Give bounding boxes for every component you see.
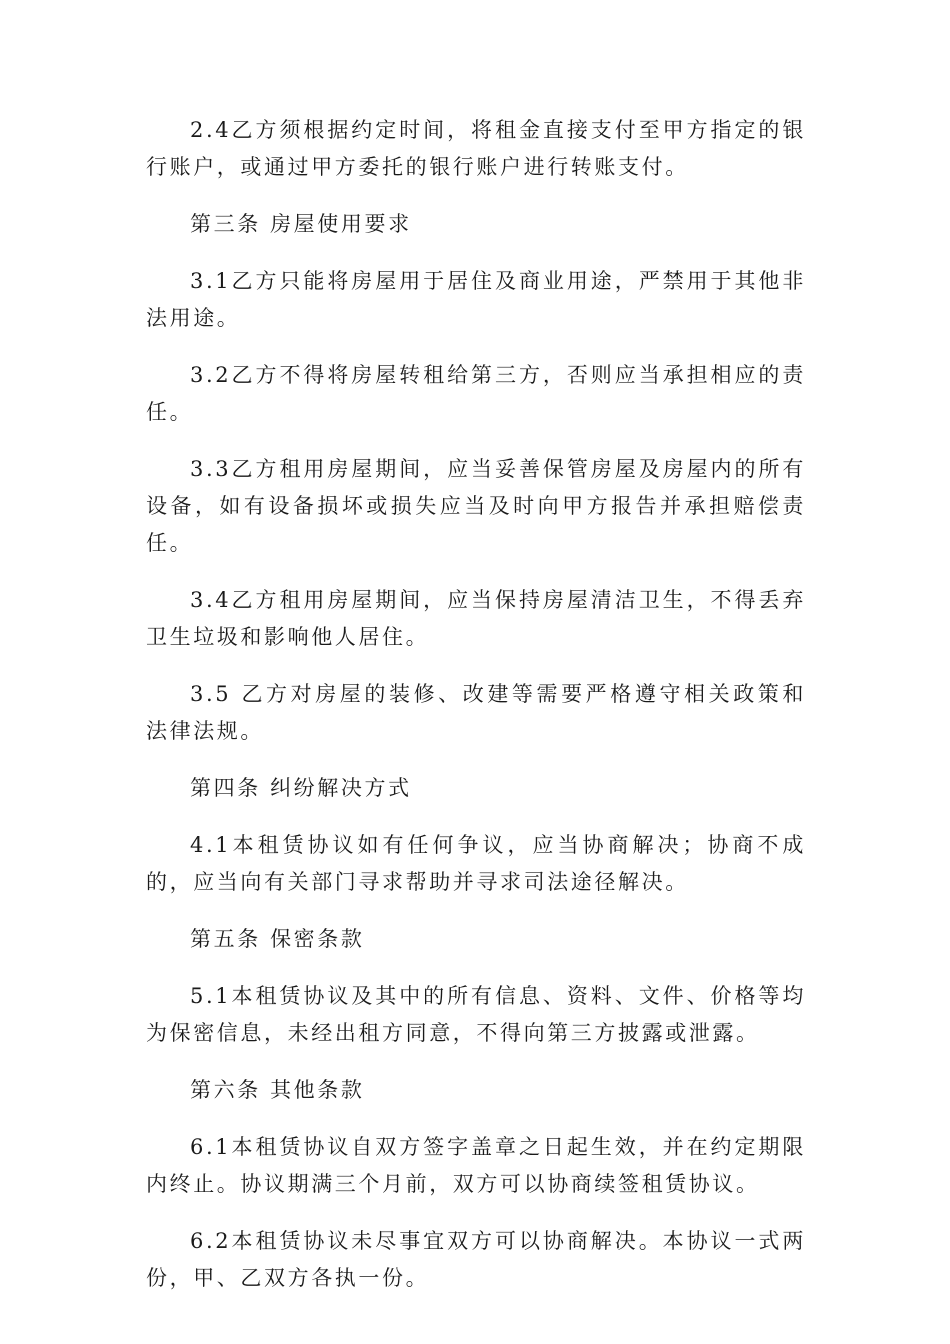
article-3-heading: 第三条 房屋使用要求 [190, 212, 412, 236]
clause-5-1: 5.1本租赁协议及其中的所有信息、资料、文件、价格等均为保密信息，未经出租方同意，不得向第三方披露或泄露。 [146, 984, 806, 1045]
document-body [146, 112, 806, 1317]
article-4-heading: 第四条 纠纷解决方式 [190, 776, 412, 800]
clause-3-3: 3.3乙方租用房屋期间，应当妥善保管房屋及房屋内的所有设备，如有设备损坏或损失应当及时向甲方报告并承担赔偿责任。 [146, 457, 806, 555]
clause-2-4: 2.4乙方须根据约定时间，将租金直接支付至甲方指定的银行账户，或通过甲方委托的银行账户进行转账支付。 [146, 118, 806, 179]
article-5-heading: 第五条 保密条款 [190, 927, 365, 951]
clause-6-1: 6.1本租赁协议自双方签字盖章之日起生效，并在约定期限内终止。协议期满三个月前，双方可以协商续签租赁协议。 [146, 1135, 806, 1196]
clause-4-1: 4.1本租赁协议如有任何争议，应当协商解决；协商不成的，应当向有关部门寻求帮助并寻求司法途径解决。 [146, 833, 806, 894]
clause-3-1: 3.1乙方只能将房屋用于居住及商业用途，严禁用于其他非法用途。 [146, 269, 806, 330]
clause-3-5: 3.5 乙方对房屋的装修、改建等需要严格遵守相关政策和法律法规。 [146, 682, 806, 743]
clause-3-4: 3.4乙方租用房屋期间，应当保持房屋清洁卫生，不得丢弃卫生垃圾和影响他人居住。 [146, 588, 806, 649]
clause-6-2: 6.2本租赁协议未尽事宜双方可以协商解决。本协议一式两份，甲、乙双方各执一份。 [146, 1229, 806, 1290]
clause-3-2: 3.2乙方不得将房屋转租给第三方，否则应当承担相应的责任。 [146, 363, 806, 424]
article-6-heading: 第六条 其他条款 [190, 1078, 365, 1102]
